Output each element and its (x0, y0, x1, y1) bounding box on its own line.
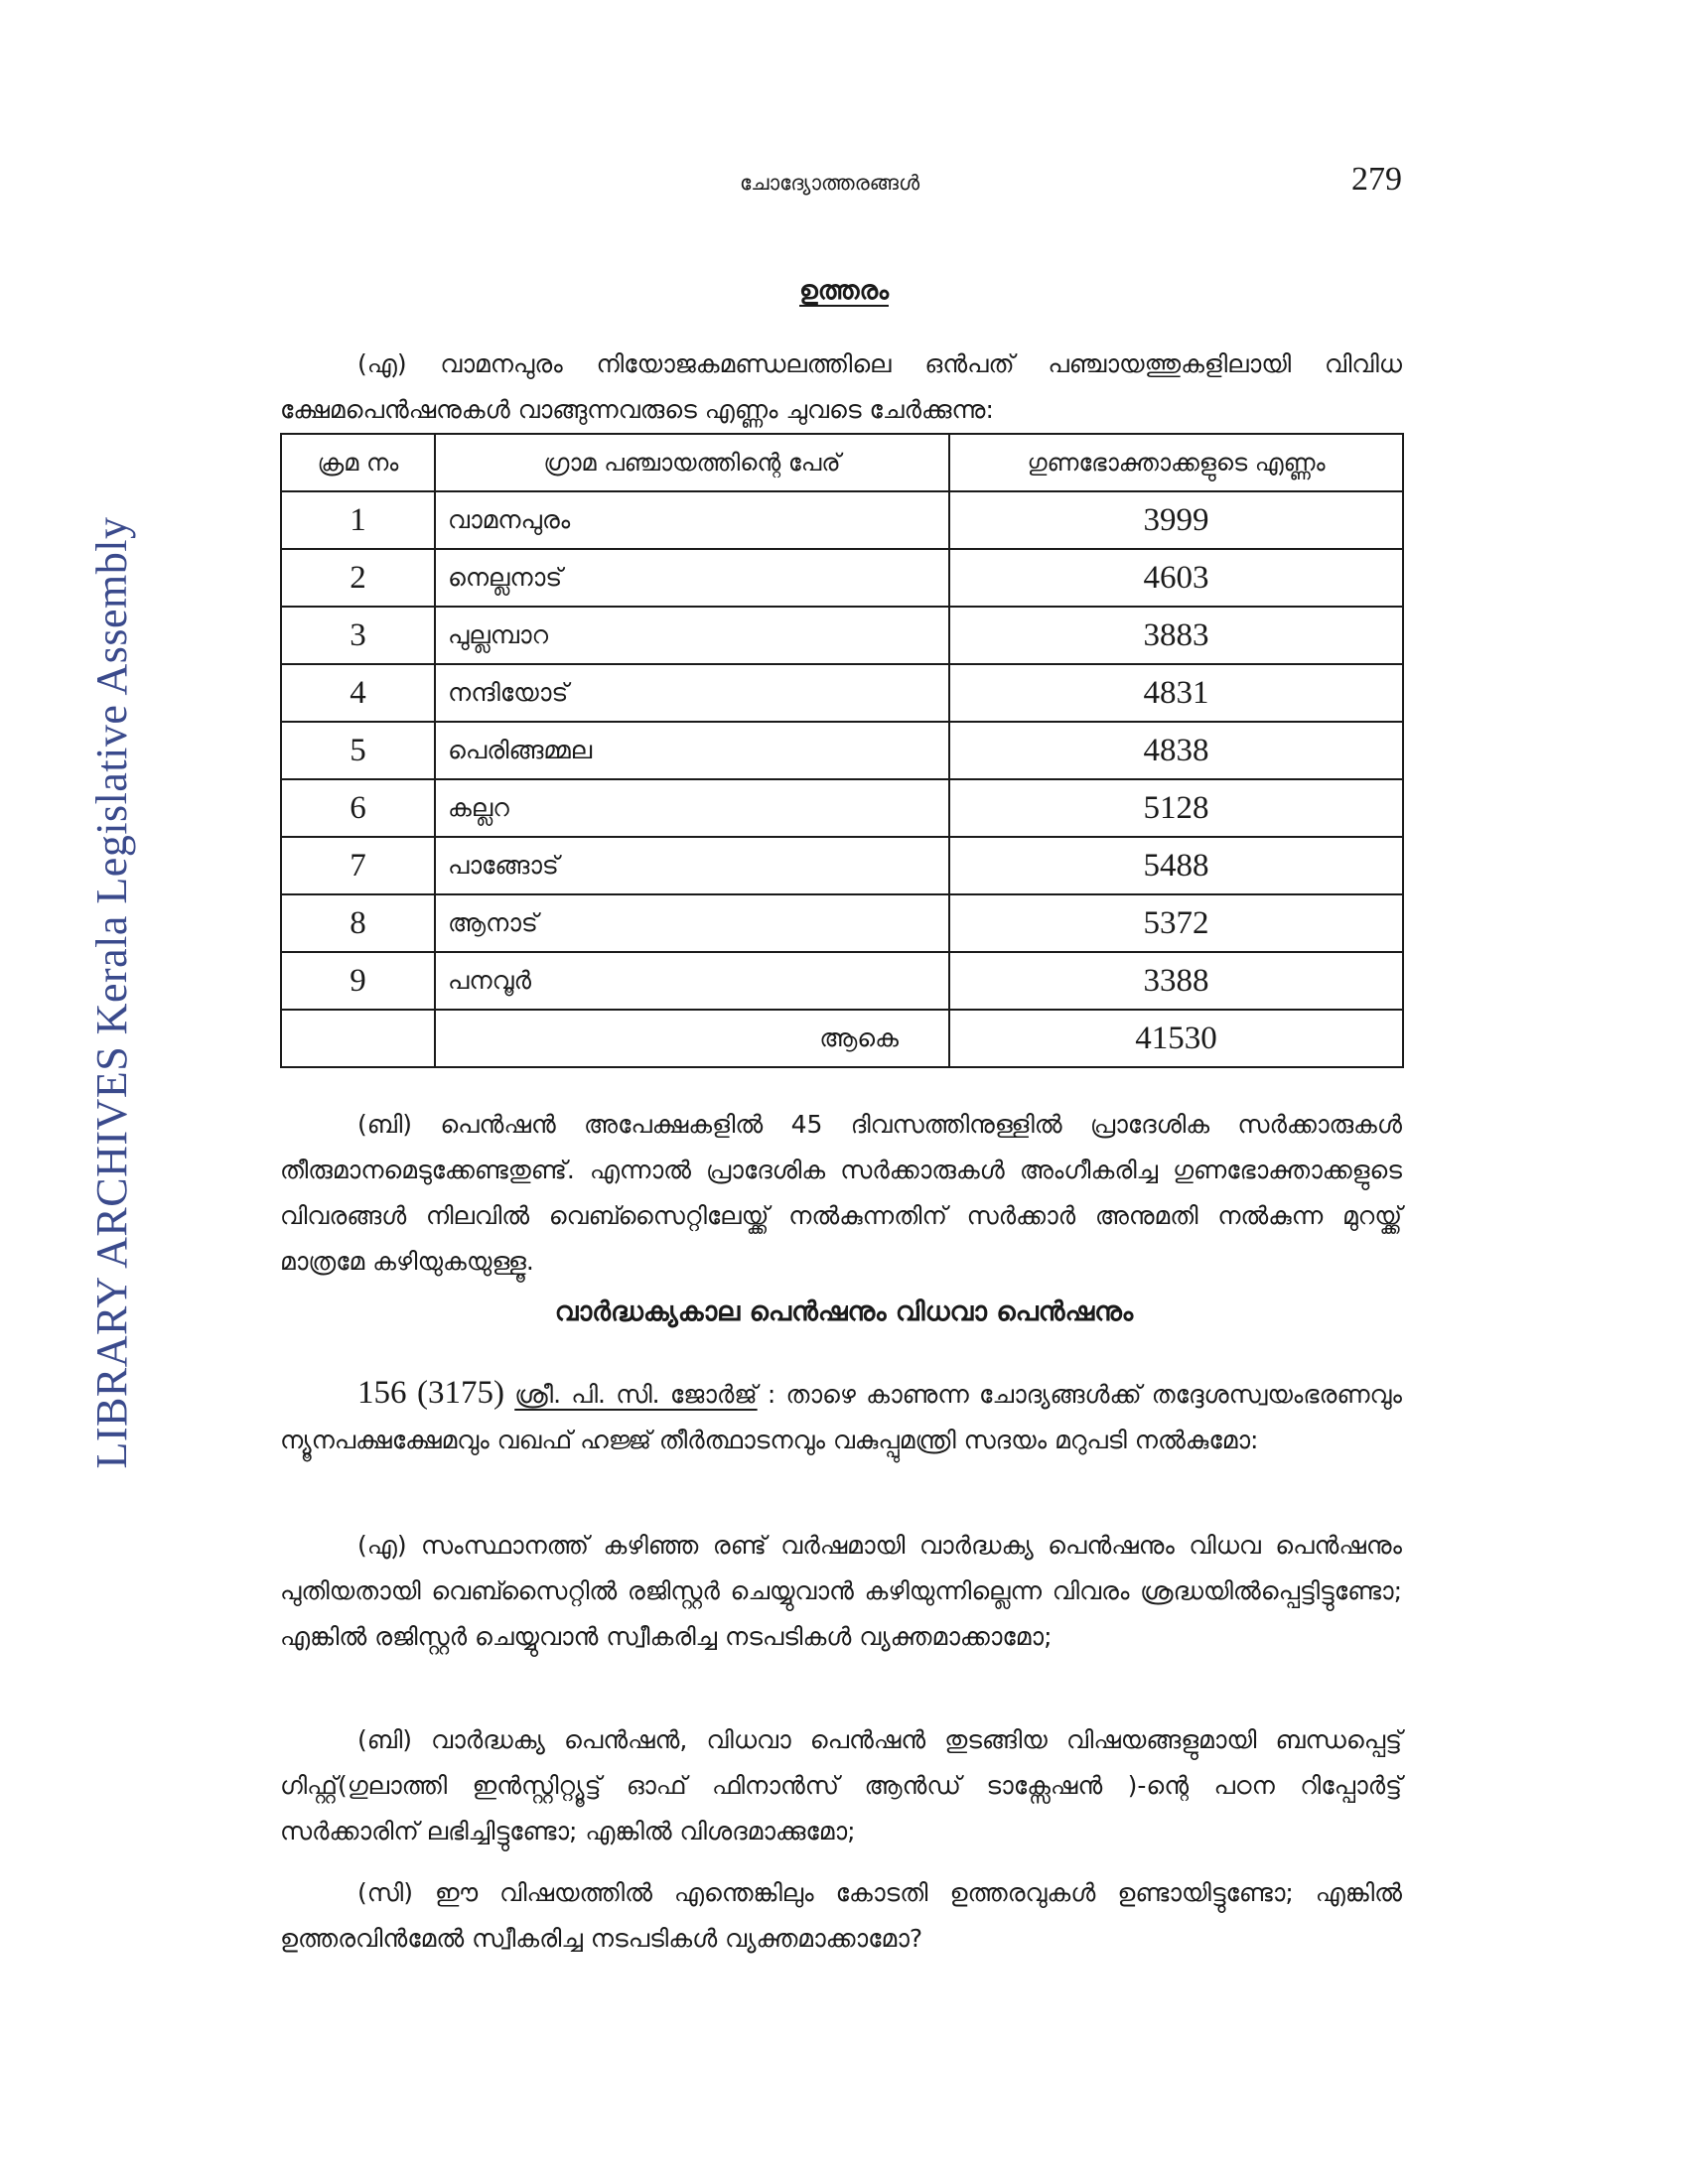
answer-heading-text: ഉത്തരം (799, 276, 889, 306)
table-header-row (281, 434, 1403, 491)
question-intro-text: : താഴെ കാണുന്ന ചോദ്യങ്ങൾക്ക് തദ്ദേശസ്വയംഭരണവും ന്യൂനപക്ഷക്ഷേമവും വഖഫ് ഹജ്ജ് തീർത്ഥാടനവും വകുപ്പുമന്ത്രി സദയം മറുപടി നൽകുമോ: (280, 1380, 1402, 1454)
panchayat-cell: ആനാട് (435, 894, 949, 952)
question-part-c (280, 1870, 1402, 1962)
panchayat-cell: കല്ലറ (435, 779, 949, 837)
serial-cell: 2 (281, 549, 435, 607)
question-part-c-text: (സി) ഈ വിഷയത്തിൽ എന്തെങ്കിലും കോടതി ഉത്തരവുകൾ ഉണ്ടായിട്ടുണ്ടോ; എങ്കിൽ ഉത്തരവിൻമേൽ സ്വീകരിച്ച നടപടികൾ വ്യക്തമാക്കാമോ? (280, 1878, 1402, 1953)
question-part-b (280, 1717, 1402, 1854)
table-row (281, 607, 1403, 664)
header-beneficiaries: ഗുണഭോക്താക്കളുടെ എണ്ണം (949, 434, 1403, 491)
serial-cell: 9 (281, 952, 435, 1010)
question-part-a-text: (എ) സംസ്ഥാനത്ത് കഴിഞ്ഞ രണ്ട് വർഷമായി വാർദ്ധക്യ പെൻഷനും വിധവ പെൻഷനും പുതിയതായി വെബ്സൈറ്റിൽ രജിസ്റ്റർ ചെയ്യുവാൻ കഴിയുന്നില്ലെന്ന വിവരം ശ്രദ്ധയിൽപ്പെട്ടിട്ടുണ്ടോ; എങ്കിൽ രജിസ്റ്റർ ചെയ്യുവാൻ സ്വീകരിച്ച നടപടികൾ വ്യക്തമാക്കാമോ; (280, 1531, 1402, 1651)
count-cell: 4831 (949, 664, 1403, 722)
member-name: ശ്രീ. പി. സി. ജോർജ് (514, 1380, 758, 1409)
answer-heading (0, 276, 1688, 307)
serial-cell: 4 (281, 664, 435, 722)
table-row (281, 664, 1403, 722)
count-cell: 5372 (949, 894, 1403, 952)
count-cell: 5128 (949, 779, 1403, 837)
running-title: ചോദ്യോത്തരങ്ങൾ (740, 171, 920, 195)
header-panchayat: ഗ്രാമ പഞ്ചായത്തിന്റെ പേര് (435, 434, 949, 491)
panchayat-cell: നെല്ലനാട് (435, 549, 949, 607)
header-serial: ക്രമ നം (281, 434, 435, 491)
count-cell: 4603 (949, 549, 1403, 607)
panchayat-cell: വാമനപുരം (435, 491, 949, 549)
count-cell: 3999 (949, 491, 1403, 549)
table-row (281, 837, 1403, 894)
answer-b-paragraph (280, 1102, 1402, 1285)
serial-cell: 3 (281, 607, 435, 664)
question-number: 156 (3175) (357, 1375, 504, 1411)
count-cell: 5488 (949, 837, 1403, 894)
table-row (281, 894, 1403, 952)
answer-a-text: (എ) വാമനപുരം നിയോജകമണ്ഡലത്തിലെ ഒൻപത് പഞ്ചായത്തുകളിലായി വിവിധ ക്ഷേമപെൻഷനുകൾ വാങ്ങുന്നവരുടെ എണ്ണം ചുവടെ ചേർക്കുന്നു: (280, 349, 1402, 424)
question-intro-paragraph (280, 1370, 1402, 1463)
table-total-row (281, 1010, 1403, 1067)
table-row (281, 722, 1403, 779)
count-cell: 4838 (949, 722, 1403, 779)
count-cell: 3883 (949, 607, 1403, 664)
panchayat-cell: പനവൂർ (435, 952, 949, 1010)
panchayat-cell: പെരിങ്ങമ്മല (435, 722, 949, 779)
section-heading: വാർദ്ധക്യകാല പെൻഷനും വിധവാ പെൻഷനും (554, 1297, 1134, 1327)
page-number: 279 (1351, 161, 1402, 198)
table-row (281, 779, 1403, 837)
table-row (281, 491, 1403, 549)
question-part-a (280, 1523, 1402, 1660)
serial-cell: 1 (281, 491, 435, 549)
count-cell: 3388 (949, 952, 1403, 1010)
panchayat-cell: പുല്ലമ്പാറ (435, 607, 949, 664)
serial-cell: 6 (281, 779, 435, 837)
table-row (281, 549, 1403, 607)
panchayat-cell: നന്ദിയോട് (435, 664, 949, 722)
pension-table (280, 433, 1404, 1068)
empty-cell (281, 1010, 435, 1067)
total-value: 41530 (949, 1010, 1403, 1067)
archive-watermark: LIBRARY ARCHIVES Kerala Legislative Assembly (86, 516, 136, 1469)
answer-a-paragraph (280, 341, 1402, 433)
panchayat-cell: പാങ്ങോട് (435, 837, 949, 894)
total-label: ആകെ (435, 1010, 949, 1067)
answer-b-text: (ബി) പെൻഷൻ അപേക്ഷകളിൽ 45 ദിവസത്തിനുള്ളിൽ പ്രാദേശിക സർക്കാരുകൾ തീരുമാനമെടുക്കേണ്ടതുണ്ട്. എന്നാൽ പ്രാദേശിക സർക്കാരുകൾ അംഗീകരിച്ച ഗുണഭോക്താക്കളുടെ വിവരങ്ങൾ നിലവിൽ വെബ്സൈറ്റിലേയ്ക്ക് നൽകുന്നതിന് സർക്കാർ അനുമതി നൽകുന്ന മുറയ്ക്ക് മാത്രമേ കഴിയുകയുള്ളൂ. (280, 1110, 1402, 1276)
serial-cell: 7 (281, 837, 435, 894)
question-part-b-text: (ബി) വാർദ്ധക്യ പെൻഷൻ, വിധവാ പെൻഷൻ തുടങ്ങിയ വിഷയങ്ങളുമായി ബന്ധപ്പെട്ട് ഗിഫ്റ്റ്(ഗുലാത്തി ഇൻസ്റ്റിറ്റ്യൂട്ട് ഓഫ് ഫിനാൻസ് ആൻഡ് ടാക്സേഷൻ )-ന്റെ പഠന റിപ്പോർട്ട് സർക്കാരിന് ലഭിച്ചിട്ടുണ്ടോ; എങ്കിൽ വിശദമാക്കുമോ; (280, 1725, 1402, 1845)
serial-cell: 5 (281, 722, 435, 779)
serial-cell: 8 (281, 894, 435, 952)
table-row (281, 952, 1403, 1010)
